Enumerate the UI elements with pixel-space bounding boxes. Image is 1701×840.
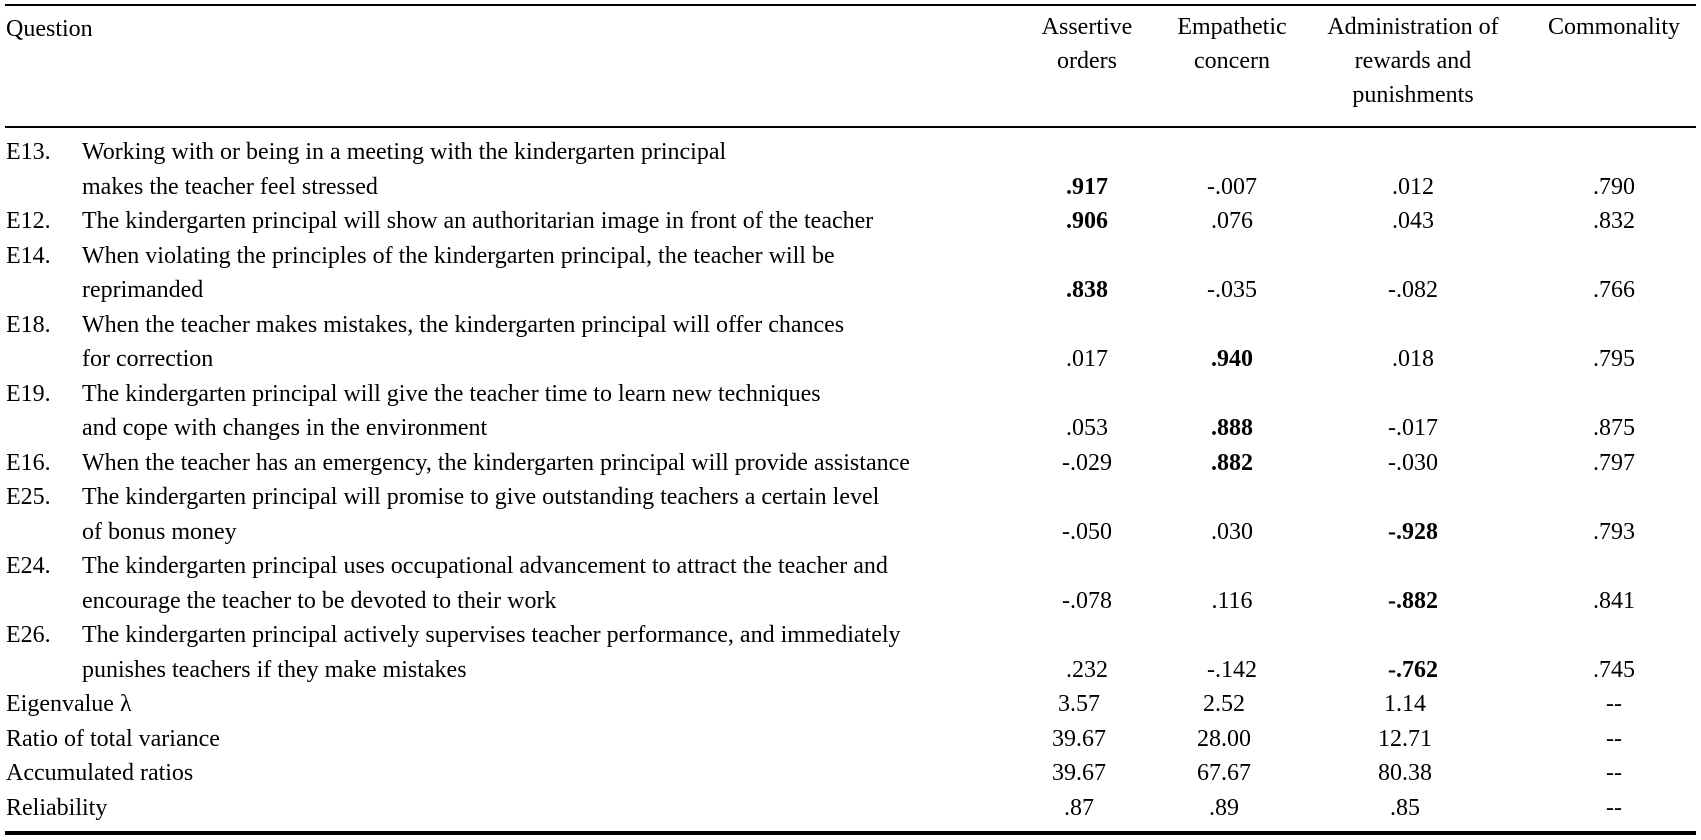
item-question-text: The kindergarten principal will show an authoritarian image in front of the teacher — [82, 208, 874, 234]
header-question: Question — [6, 16, 93, 42]
header-commonality — [1548, 10, 1680, 44]
item-question-text: The kindergarten principal uses occupational advancement to attract the teacher and — [82, 553, 888, 579]
assertive-value: .017 — [1066, 346, 1108, 372]
empathetic-value: -.007 — [1207, 173, 1257, 200]
commonality-value: .793 — [1593, 518, 1635, 545]
summary-label: Eigenvalue λ — [6, 691, 132, 717]
empathetic-value: .030 — [1211, 518, 1253, 545]
top-rule — [5, 4, 1696, 6]
summary-commonality-value: -- — [1606, 691, 1622, 717]
header-administration — [1327, 10, 1498, 112]
assertive-value: -.050 — [1062, 518, 1112, 545]
header-admin-line1: Administration of — [1327, 14, 1499, 40]
commonality-value: .795 — [1593, 346, 1635, 372]
assertive-value: .232 — [1066, 656, 1108, 683]
admin-value: -.082 — [1388, 277, 1438, 303]
header-assertive-line2: orders — [1057, 48, 1117, 74]
item-question-text: When violating the principles of the kindergarten principal, the teacher will be — [82, 242, 835, 269]
summary-label: Reliability — [6, 794, 108, 821]
assertive-value: .053 — [1066, 415, 1108, 441]
empathetic-value: .888 — [1211, 415, 1253, 441]
summary-empathetic-value: .89 — [1209, 794, 1239, 821]
item-question-text: punishes teachers if they make mistakes — [82, 656, 467, 683]
admin-value: .018 — [1392, 346, 1434, 372]
item-question-text: and cope with changes in the environment — [82, 415, 488, 441]
item-question-text: The kindergarten principal will promise to give outstanding teachers a certain level — [82, 484, 880, 510]
item-question-text: When the teacher has an emergency, the kindergarten principal will provide assistance — [82, 449, 910, 476]
item-id: E14. — [6, 242, 51, 269]
summary-label: Ratio of total variance — [6, 725, 220, 752]
summary-assertive-value: .87 — [1064, 794, 1094, 821]
summary-assertive-value: 3.57 — [1058, 691, 1100, 717]
commonality-value: .832 — [1593, 208, 1635, 234]
item-id: E16. — [6, 449, 51, 476]
commonality-value: .841 — [1593, 587, 1635, 614]
commonality-value: .766 — [1593, 277, 1635, 303]
assertive-value: -.078 — [1062, 587, 1112, 614]
item-question-text: The kindergarten principal actively supervises teacher performance, and immediately — [82, 622, 901, 648]
assertive-value: .917 — [1066, 173, 1108, 200]
item-id: E18. — [6, 311, 51, 338]
header-empathetic-line1: Empathetic — [1177, 14, 1287, 40]
empathetic-value: -.035 — [1207, 277, 1257, 303]
summary-empathetic-value: 2.52 — [1203, 691, 1245, 717]
item-id: E24. — [6, 553, 51, 579]
header-empathetic-concern — [1177, 10, 1286, 78]
admin-value: -.017 — [1388, 415, 1438, 441]
item-id: E19. — [6, 380, 51, 407]
summary-label: Accumulated ratios — [6, 760, 194, 786]
header-admin-line3: punishments — [1352, 82, 1474, 108]
item-question-text: The kindergarten principal will give the teacher time to learn new techniques — [82, 380, 821, 407]
item-question-text: When the teacher makes mistakes, the kindergarten principal will offer chances — [82, 311, 845, 338]
summary-commonality-value: -- — [1606, 794, 1622, 821]
summary-commonality-value: -- — [1606, 725, 1622, 752]
summary-admin-value: 1.14 — [1384, 691, 1426, 717]
empathetic-value: .116 — [1211, 587, 1253, 614]
commonality-value: .875 — [1593, 415, 1635, 441]
admin-value: .043 — [1392, 208, 1434, 234]
item-question-text: for correction — [82, 346, 214, 372]
commonality-value: .797 — [1593, 449, 1635, 476]
admin-value: -.030 — [1388, 449, 1438, 476]
assertive-value: .906 — [1066, 208, 1108, 234]
empathetic-value: .882 — [1211, 449, 1253, 476]
summary-empathetic-value: 28.00 — [1197, 725, 1251, 752]
admin-value: .012 — [1392, 173, 1434, 200]
item-id: E26. — [6, 622, 51, 648]
summary-assertive-value: 39.67 — [1052, 725, 1106, 752]
assertive-value: .838 — [1066, 277, 1108, 303]
item-question-text: encourage the teacher to be devoted to their work — [82, 587, 557, 614]
empathetic-value: -.142 — [1207, 656, 1257, 683]
commonality-value: .745 — [1593, 656, 1635, 683]
summary-admin-value: 12.71 — [1378, 725, 1432, 752]
summary-assertive-value: 39.67 — [1052, 760, 1106, 786]
summary-commonality-value: -- — [1606, 760, 1622, 786]
header-rule — [5, 126, 1696, 128]
bottom-rule — [5, 831, 1696, 835]
summary-empathetic-value: 67.67 — [1197, 760, 1251, 786]
header-admin-line2: rewards and — [1354, 48, 1472, 74]
commonality-value: .790 — [1593, 173, 1635, 200]
admin-value: -.882 — [1388, 587, 1438, 614]
empathetic-value: .076 — [1211, 208, 1253, 234]
assertive-value: -.029 — [1062, 449, 1112, 476]
summary-admin-value: .85 — [1390, 794, 1420, 821]
header-commonality-text: Commonality — [1548, 14, 1680, 40]
item-question-text: Working with or being in a meeting with the kindergarten principal — [82, 139, 727, 165]
summary-admin-value: 80.38 — [1378, 760, 1432, 786]
item-question-text: makes the teacher feel stressed — [82, 173, 378, 200]
item-id: E12. — [6, 208, 51, 234]
empathetic-value: .940 — [1211, 346, 1253, 372]
header-assertive-orders — [1042, 10, 1133, 78]
header-assertive-line1: Assertive — [1041, 14, 1133, 40]
item-id: E25. — [6, 484, 51, 510]
admin-value: -.928 — [1388, 518, 1438, 545]
item-id: E13. — [6, 139, 51, 165]
item-question-text: of bonus money — [82, 518, 237, 545]
header-empathetic-line2: concern — [1194, 48, 1270, 74]
admin-value: -.762 — [1388, 656, 1438, 683]
item-question-text: reprimanded — [82, 277, 204, 303]
